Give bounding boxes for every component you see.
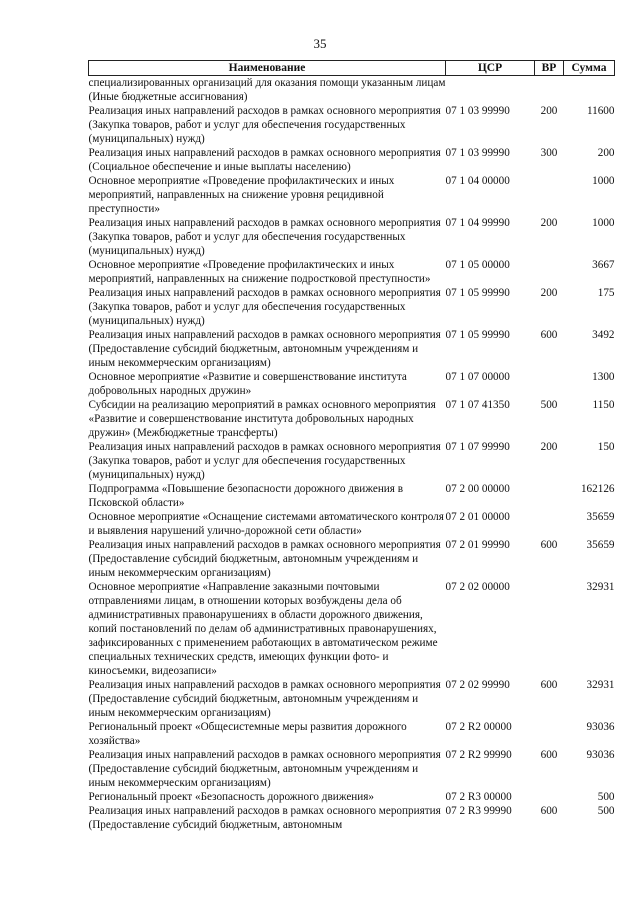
cell-vr: 500 bbox=[540, 399, 558, 411]
table-row bbox=[89, 370, 615, 398]
cell-csr bbox=[446, 76, 535, 105]
cell-sum: 1150 bbox=[592, 399, 615, 411]
cell-name: Основное мероприятие «Проведение профилактических и иных мероприятий, направленных на снижение уровня рецидивной преступности» bbox=[88, 175, 395, 215]
cell-sum: 3667 bbox=[592, 259, 615, 271]
cell-sum bbox=[564, 76, 615, 105]
cell-sum: 93036 bbox=[586, 749, 615, 761]
cell-vr: 600 bbox=[540, 749, 558, 761]
cell-csr: 07 2 R2 00000 bbox=[445, 721, 512, 733]
cell-sum: 1300 bbox=[592, 371, 615, 383]
table-row bbox=[89, 748, 615, 790]
cell-name: Основное мероприятие «Проведение профилактических и иных мероприятий, направленных на снижение подростковой преступности» bbox=[88, 259, 431, 285]
budget-table bbox=[88, 60, 615, 832]
cell-vr bbox=[535, 790, 564, 804]
cell-name: Региональный проект «Общесистемные меры развития дорожного хозяйства» bbox=[88, 721, 407, 747]
cell-name: Реализация иных направлений расходов в рамках основного мероприятия (Предоставление субсидий бюджетным, автономным bbox=[88, 805, 441, 831]
cell-name: Реализация иных направлений расходов в рамках основного мероприятия (Закупка товаров, работ и услуг для обеспечения государственных (муниципальных) нужд) bbox=[88, 287, 441, 327]
table-row bbox=[89, 482, 615, 510]
cell-name: Реализация иных направлений расходов в рамках основного мероприятия (Закупка товаров, работ и услуг для обеспечения государственных (муниципальных) нужд) bbox=[88, 441, 441, 481]
cell-vr: 200 bbox=[540, 287, 558, 299]
cell-vr: 200 bbox=[540, 105, 558, 117]
cell-sum: 32931 bbox=[586, 581, 615, 593]
cell-csr: 07 2 00 00000 bbox=[445, 483, 510, 495]
cell-csr: 07 2 R3 99990 bbox=[445, 805, 512, 817]
cell-name: Основное мероприятие «Оснащение системами автоматического контроля и выявления нарушений улично-дорожной сети области» bbox=[88, 511, 444, 537]
cell-csr: 07 1 07 99990 bbox=[445, 441, 510, 453]
cell-name: Реализация иных направлений расходов в рамках основного мероприятия (Закупка товаров, работ и услуг для обеспечения государственных (муниципальных) нужд) bbox=[88, 217, 441, 257]
cell-csr: 07 1 05 99990 bbox=[445, 287, 510, 299]
table-row bbox=[89, 678, 615, 720]
page-number: 35 bbox=[313, 36, 327, 51]
table-row bbox=[89, 398, 615, 440]
cell-csr: 07 1 04 99990 bbox=[445, 217, 510, 229]
cell-name: Основное мероприятие «Развитие и совершенствование института добровольных народных дружин» bbox=[88, 371, 407, 397]
cell-csr: 07 1 05 00000 bbox=[445, 259, 510, 271]
table-row bbox=[89, 104, 615, 146]
cell-vr: 600 bbox=[540, 329, 558, 341]
cell-csr: 07 2 01 00000 bbox=[445, 511, 510, 523]
header-csr: ЦСР bbox=[446, 61, 535, 76]
table-row bbox=[89, 258, 615, 286]
table-row bbox=[89, 720, 615, 748]
table-row bbox=[89, 146, 615, 174]
header-name: Наименование bbox=[89, 61, 446, 76]
cell-sum: 175 bbox=[597, 287, 615, 299]
cell-csr: 07 2 R3 00000 bbox=[445, 791, 512, 803]
cell-sum: 200 bbox=[597, 147, 615, 159]
cell-vr bbox=[535, 258, 564, 286]
cell-csr: 07 1 03 99990 bbox=[445, 105, 510, 117]
cell-csr: 07 2 02 99990 bbox=[445, 679, 510, 691]
cell-vr: 600 bbox=[540, 805, 558, 817]
cell-sum: 1000 bbox=[592, 175, 615, 187]
table-row bbox=[89, 174, 615, 216]
cell-csr: 07 1 04 00000 bbox=[445, 175, 510, 187]
cell-vr bbox=[535, 482, 564, 510]
table-body bbox=[89, 76, 615, 833]
cell-vr bbox=[535, 510, 564, 538]
header-sum: Сумма bbox=[564, 61, 615, 76]
table-row bbox=[89, 538, 615, 580]
cell-sum: 35659 bbox=[586, 539, 615, 551]
table-row bbox=[89, 580, 615, 678]
cell-name: Реализация иных направлений расходов в рамках основного мероприятия (Предоставление субсидий бюджетным, автономным учреждениям и иным некоммерческим организациям) bbox=[88, 679, 441, 719]
cell-sum: 35659 bbox=[586, 511, 615, 523]
cell-vr: 300 bbox=[540, 147, 558, 159]
table-row bbox=[89, 76, 615, 105]
cell-csr: 07 1 05 99990 bbox=[445, 329, 510, 341]
cell-vr: 200 bbox=[540, 441, 558, 453]
cell-sum: 93036 bbox=[586, 721, 615, 733]
cell-sum: 32931 bbox=[586, 679, 615, 691]
cell-name: Реализация иных направлений расходов в рамках основного мероприятия (Закупка товаров, работ и услуг для обеспечения государственных (муниципальных) нужд) bbox=[88, 105, 441, 145]
table-row bbox=[89, 790, 615, 804]
cell-csr: 07 2 01 99990 bbox=[445, 539, 510, 551]
cell-name: Реализация иных направлений расходов в рамках основного мероприятия (Предоставление субсидий бюджетным, автономным учреждениям и иным некоммерческим организациям) bbox=[88, 329, 441, 369]
cell-name: Подпрограмма «Повышение безопасности дорожного движения в Псковской области» bbox=[88, 483, 404, 509]
cell-vr bbox=[535, 76, 564, 105]
cell-sum: 500 bbox=[597, 791, 615, 803]
cell-sum: 150 bbox=[597, 441, 615, 453]
cell-sum: 1000 bbox=[592, 217, 615, 229]
cell-sum: 500 bbox=[597, 805, 615, 817]
cell-sum: 3492 bbox=[592, 329, 615, 341]
cell-csr: 07 1 07 00000 bbox=[445, 371, 510, 383]
cell-vr bbox=[535, 580, 564, 678]
header-vr: ВР bbox=[535, 61, 564, 76]
cell-vr: 200 bbox=[540, 217, 558, 229]
cell-vr: 600 bbox=[540, 679, 558, 691]
cell-csr: 07 2 R2 99990 bbox=[445, 749, 512, 761]
cell-vr bbox=[535, 370, 564, 398]
cell-csr: 07 2 02 00000 bbox=[445, 581, 510, 593]
cell-name: Субсидии на реализацию мероприятий в рамках основного мероприятия «Развитие и совершенствование института добровольных народных дружин» (Межбюджетные трансферты) bbox=[88, 399, 436, 439]
table-row bbox=[89, 328, 615, 370]
cell-name: Реализация иных направлений расходов в рамках основного мероприятия (Предоставление субсидий бюджетным, автономным учреждениям и иным некоммерческим организациям) bbox=[88, 749, 441, 789]
table-row bbox=[89, 286, 615, 328]
cell-csr: 07 1 07 41350 bbox=[445, 399, 510, 411]
cell-name: Основное мероприятие «Направление заказными почтовыми отправлениями лицам, в отношении которых возбуждены дела об административных правонарушениях в области дорожного движения, копий постановлений по делам об административных правонарушениях, зафиксированных с применением работающих в автоматическом режиме специальных технических средств, имеющих функции фото- и киносъемки, видеозаписи» bbox=[88, 581, 438, 677]
table-row bbox=[89, 440, 615, 482]
cell-sum: 11600 bbox=[586, 105, 615, 117]
cell-vr: 600 bbox=[540, 539, 558, 551]
cell-name: Реализация иных направлений расходов в рамках основного мероприятия (Социальное обеспечение и иные выплаты населению) bbox=[88, 147, 441, 173]
cell-vr bbox=[535, 720, 564, 748]
table-row bbox=[89, 510, 615, 538]
cell-vr bbox=[535, 174, 564, 216]
cell-sum: 162126 bbox=[580, 483, 615, 495]
cell-name: Реализация иных направлений расходов в рамках основного мероприятия (Предоставление субсидий бюджетным, автономным учреждениям и иным некоммерческим организациям) bbox=[88, 539, 441, 579]
table-row bbox=[89, 216, 615, 258]
cell-name: Региональный проект «Безопасность дорожного движения» bbox=[88, 791, 375, 803]
cell-name: специализированных организаций для оказания помощи указанным лицам (Иные бюджетные ассигнования) bbox=[88, 77, 446, 103]
table-header-row bbox=[89, 61, 615, 76]
cell-csr: 07 1 03 99990 bbox=[445, 147, 510, 159]
table-row bbox=[89, 804, 615, 832]
